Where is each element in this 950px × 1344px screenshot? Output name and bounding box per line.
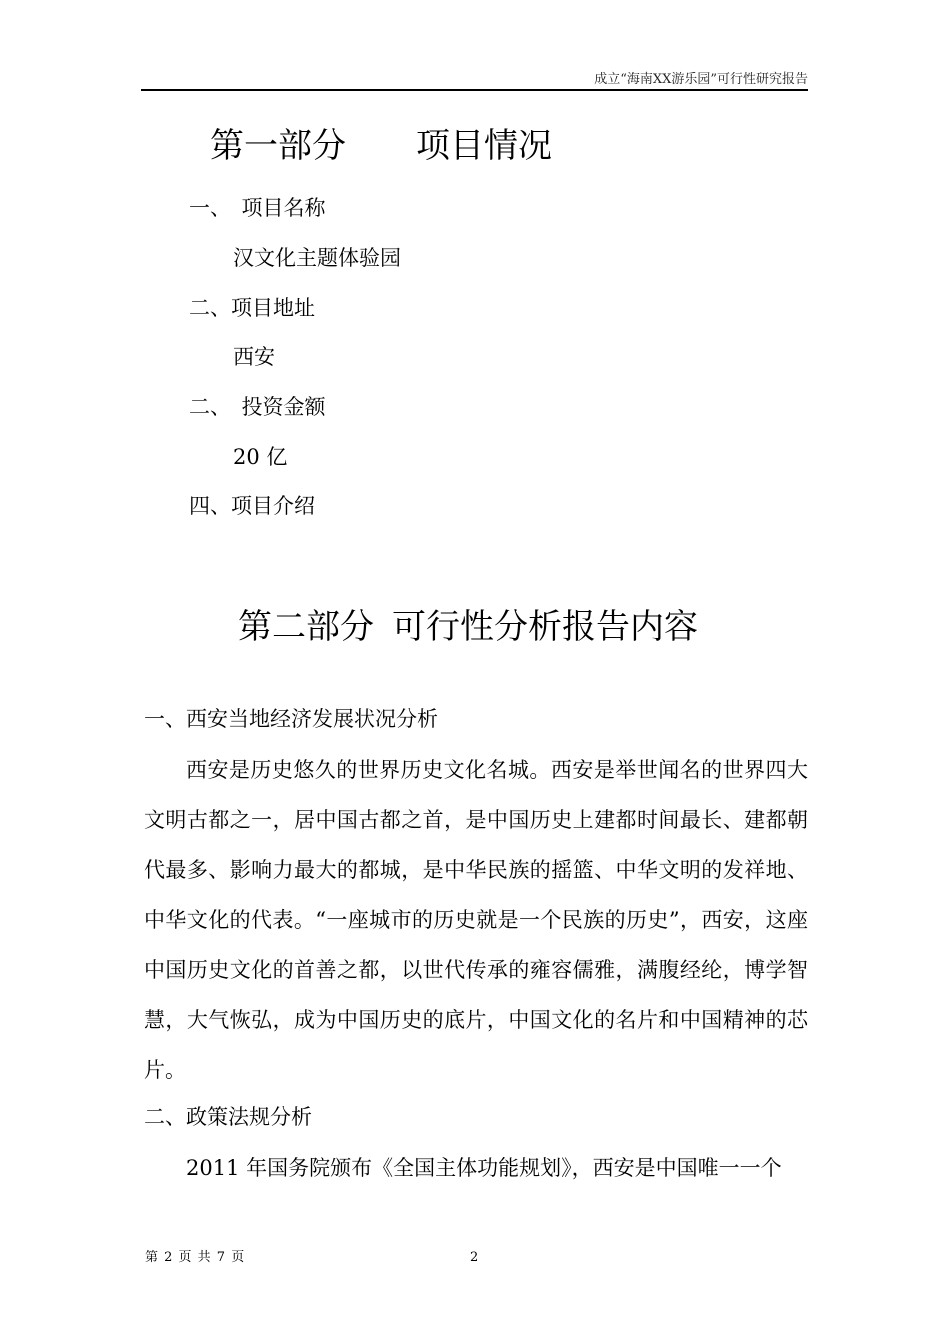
part1-item-2-heading: 二、项目地址 [189,296,315,320]
part1-title [210,126,552,166]
header-rule [141,89,808,91]
part1-item-3-value: 20 亿 [233,445,288,469]
footer-page-number: 2 [470,1250,479,1265]
part1-item-4-heading: 四、项目介绍 [189,494,315,518]
section-2-heading: 二、政策法规分析 [144,1105,312,1129]
header-title: 成立“海南XX游乐园”可行性研究报告 [594,72,808,87]
section-1-heading: 一、西安当地经济发展状况分析 [144,707,438,731]
part1-item-1-heading: 一、 项目名称 [189,196,326,220]
section-1-body: 西安是历史悠久的世界历史文化名城。西安是举世闻名的世界四大文明古都之一，居中国古都之首，是中国历史上建都时间最长、建都朝代最多、影响力最大的都城，是中华民族的摇篮、中华文明的发祥地、中华文化的代表。“一座城市的历史就是一个民族的历史”，西安，这座中国历史文化的首善之都，以世代传承的雍容儒雅，满腹经纶，博学智慧，大气恢弘，成为中国历史的底片，中国文化的名片和中国精神的芯片。 [144,758,808,1082]
part1-title-text: 项目情况 [416,126,552,166]
part2-title [238,607,698,647]
part2-title-text: 可行性分析报告内容 [392,607,698,647]
part2-title-number: 第二部分 [238,607,374,647]
part1-item-3-heading: 二、 投资金额 [189,395,326,419]
part1-item-2-value: 西安 [233,345,275,369]
section-2-body: 2011 年国务院颁布《全国主体功能规划》，西安是中国唯一一个 [186,1156,782,1180]
part1-item-1-value: 汉文化主题体验园 [233,246,401,270]
footer-page-info: 第 2 页 共 7 页 [145,1250,246,1265]
part1-title-number: 第一部分 [210,126,346,166]
